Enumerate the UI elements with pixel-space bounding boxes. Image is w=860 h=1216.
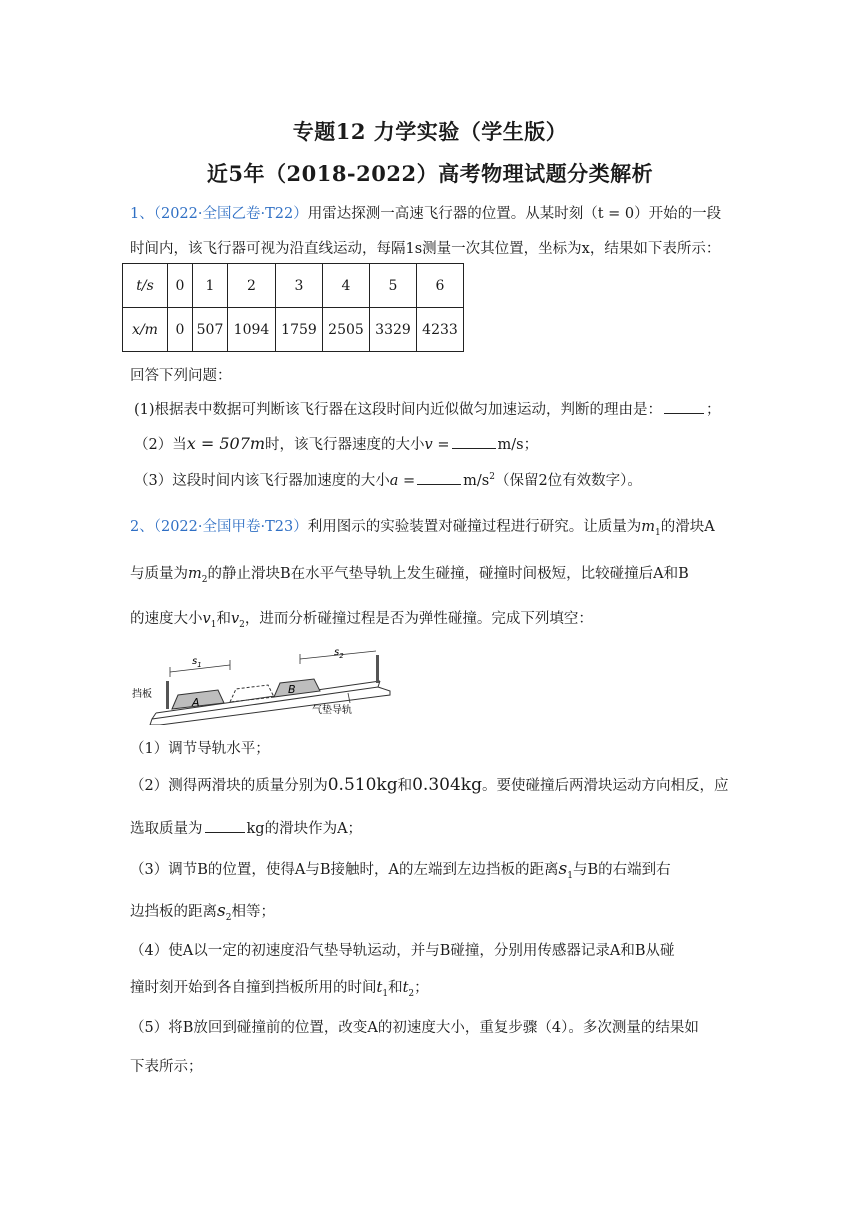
- q2-t2-sub: 2: [408, 988, 415, 999]
- q2-step-3-text-b: 与B的右端到右: [572, 862, 671, 878]
- q1-part-2-text-b: 时，该飞行器速度的大小: [265, 437, 425, 453]
- q2-step-3-text-d: 相等；: [231, 904, 275, 920]
- q1-data-table: [122, 263, 464, 352]
- answer-blank[interactable]: [664, 401, 704, 414]
- table-cell: 0: [168, 308, 193, 352]
- answer-blank[interactable]: [452, 436, 496, 449]
- q1-line-1: [130, 202, 721, 223]
- q2-text-1: 利用图示的实验装置对碰撞过程进行研究。让质量为: [307, 519, 642, 535]
- answer-blank[interactable]: [205, 820, 245, 833]
- q2-m2-sub: 2: [201, 574, 208, 585]
- air-track-figure: [128, 645, 398, 725]
- table-header-cell: x/m: [123, 308, 168, 352]
- q2-line-3: [130, 607, 593, 630]
- q2-text-3: 的速度大小: [130, 611, 203, 627]
- slider-b-label: B: [288, 683, 296, 696]
- table-row: [123, 264, 464, 308]
- q2-s2: s: [217, 901, 226, 921]
- q2-step-2-and: 和: [397, 778, 413, 794]
- right-baffle: [376, 655, 379, 683]
- table-cell: 2: [228, 264, 276, 308]
- q2-step-3-cont: [130, 900, 275, 923]
- q2-text-2b: 的静止滑块B在水平气垫导轨上发生碰撞，碰撞时间极短，比较碰撞后A和B: [207, 566, 689, 582]
- table-cell: 4233: [417, 308, 464, 352]
- q2-text-3b: 和: [216, 611, 231, 627]
- table-cell: 5: [370, 264, 417, 308]
- q1-part-3-a: a =: [389, 473, 416, 489]
- q2-m1-sub: 1: [654, 527, 661, 538]
- q1-part-1-end: ；: [706, 402, 721, 418]
- table-cell: 507: [193, 308, 228, 352]
- q2-t2: t: [402, 980, 409, 996]
- q2-s2-sub: 2: [225, 912, 232, 923]
- slider-dashed: [230, 685, 274, 702]
- q2-step-3-text: （3）调节B的位置，使得A与B接触时，A的左端到左边挡板的距离: [130, 862, 559, 878]
- table-cell: 6: [417, 264, 464, 308]
- q2-m1: m: [641, 519, 655, 535]
- q2-step-2-text-d: kg的滑块作为A；: [246, 821, 363, 837]
- q2-step-4: （4）使A以一定的初速度沿气垫导轨运动，并与B碰撞，分别用传感器记录A和B从碰: [130, 943, 675, 959]
- q1-part-2-unit: m/s；: [497, 437, 539, 453]
- q2-step-4-text-b: 撞时刻开始到各自撞到挡板所用的时间: [130, 980, 377, 996]
- table-cell: 1: [193, 264, 228, 308]
- s1-label: $s_1$: [192, 656, 202, 669]
- q2-step-2-text-b: 。要使碰撞后两滑块运动方向相反，应: [481, 778, 729, 794]
- q1-line-2: 时间内，该飞行器可视为沿直线运动，每隔1s测量一次其位置，坐标为x，结果如下表所示：: [130, 241, 721, 257]
- q2-s1-sub: 1: [567, 870, 573, 881]
- q2-step-2-cont: [130, 817, 362, 838]
- mass-2: 0.304kg: [412, 775, 482, 795]
- table-row: [123, 308, 464, 352]
- table-cell: 2505: [323, 308, 370, 352]
- q1-part-1-text: (1)根据表中数据可判断该飞行器在这段时间内近似做匀加速运动，判断的理由是：: [134, 402, 663, 418]
- page-subtitle: 近5年（2018-2022）高考物理试题分类解析: [206, 161, 654, 186]
- q1-part-2-formula: x = 507m: [186, 434, 266, 453]
- q2-step-3-text-c: 边挡板的距离: [130, 904, 217, 920]
- q2-line-1: [130, 515, 715, 538]
- q2-step-3: [130, 858, 671, 881]
- table-cell: 1094: [228, 308, 276, 352]
- q1-number: 1、: [130, 206, 154, 222]
- q2-step-4-end: ；: [414, 980, 429, 996]
- q2-step-2: [130, 774, 728, 795]
- q1-part-3-sup: 2: [489, 472, 495, 483]
- q2-step-5: （5）将B放回到碰撞前的位置，改变A的初速度大小，重复步骤（4）。多次测量的结果如: [130, 1020, 699, 1036]
- s2-label: $s_2$: [334, 647, 344, 660]
- q2-step-4-and: 和: [388, 980, 403, 996]
- q1-part-3-unit: m/s: [463, 473, 490, 489]
- q2-step-2-text: （2）测得两滑块的质量分别为: [130, 778, 328, 794]
- q2-step-5-cont: 下表所示；: [130, 1059, 203, 1075]
- table-cell: 0: [168, 264, 193, 308]
- q1-part-1: [134, 398, 721, 419]
- table-cell: 3: [276, 264, 323, 308]
- q2-v2-sub: 2: [239, 619, 245, 630]
- page-title: 专题12 力学实验（学生版）: [292, 119, 568, 144]
- table-cell: 4: [323, 264, 370, 308]
- q2-t1: t: [376, 980, 383, 996]
- answer-blank[interactable]: [417, 472, 461, 485]
- q1-part-3-note: （保留2位有效数字）。: [494, 473, 642, 489]
- q2-number: 2、: [130, 519, 154, 535]
- q2-source: （2022·全国甲卷·T23）: [153, 519, 308, 535]
- q2-v2: v: [230, 611, 240, 627]
- q1-part-2: [134, 433, 538, 454]
- left-baffle: [166, 681, 169, 709]
- q2-text-3c: ，进而分析碰撞过程是否为弹性碰撞。完成下列填空：: [244, 611, 593, 627]
- q2-step-2-text-c: 选取质量为: [130, 821, 203, 837]
- slider-a-label: A: [192, 696, 200, 709]
- q2-text-1b: 的滑块A: [660, 519, 715, 535]
- table-header-cell: t/s: [123, 264, 168, 308]
- q2-v1-sub: 1: [210, 619, 217, 630]
- q1-text-1: 用雷达探测一高速飞行器的位置。从某时刻（t = 0）开始的一段: [307, 206, 722, 222]
- track-label: 气垫导轨: [312, 705, 352, 716]
- slider-b: [274, 679, 320, 697]
- q1-part-3-text: （3）这段时间内该飞行器加速度的大小: [134, 473, 390, 489]
- table-cell: 3329: [370, 308, 417, 352]
- table-cell: 1759: [276, 308, 323, 352]
- q1-part-3: [134, 469, 642, 490]
- q2-text-2: 与质量为: [130, 566, 188, 582]
- q1-answer-intro: 回答下列问题：: [130, 368, 232, 384]
- q2-line-2: [130, 562, 689, 585]
- baffle-label: 挡板: [132, 689, 152, 700]
- q2-step-1: （1）调节导轨水平；: [130, 741, 270, 757]
- q2-step-4-cont: [130, 976, 429, 999]
- q1-part-2-text: （2）当: [134, 437, 187, 453]
- q2-s1: s: [558, 859, 568, 879]
- q2-m2: m: [188, 566, 202, 582]
- q1-part-2-v: v =: [424, 437, 450, 453]
- q1-source: （2022·全国乙卷·T22）: [153, 206, 308, 222]
- q2-v1: v: [202, 611, 211, 627]
- q2-t1-sub: 1: [382, 988, 389, 999]
- mass-1: 0.510kg: [327, 775, 398, 795]
